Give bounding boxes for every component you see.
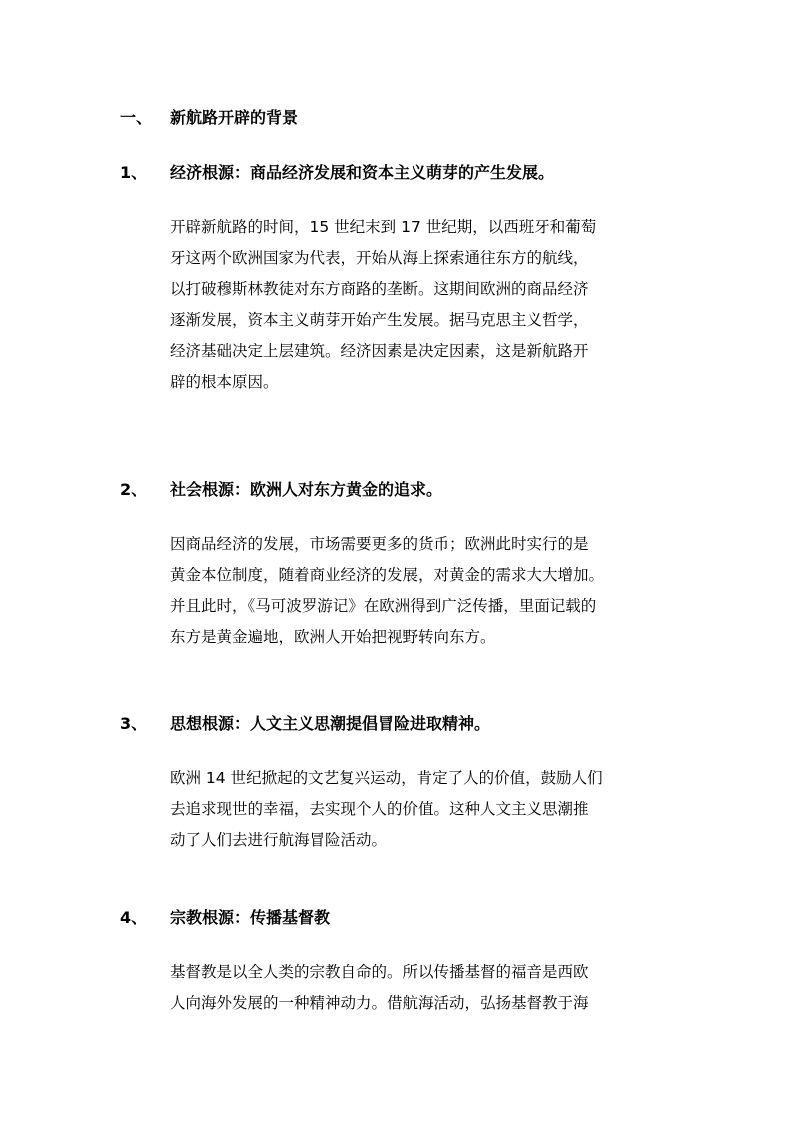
paragraph-2 xyxy=(170,529,690,653)
section-number: 一、 xyxy=(120,108,153,127)
item-title: 宗教根源：传播基督教 xyxy=(170,908,331,927)
paragraph-line: 开辟新航路的时间，15 世纪末到 17 世纪期，以西班牙和葡萄 xyxy=(170,218,597,236)
section-title: 新航路开辟的背景 xyxy=(170,108,299,127)
paragraph-line: 经济基础决定上层建筑。经济因素是决定因素，这是新航路开 xyxy=(170,342,589,360)
item-title: 经济根源：商品经济发展和资本主义萌芽的产生发展。 xyxy=(170,163,555,182)
paragraph-line: 东方是黄金遍地，欧洲人开始把视野转向东方。 xyxy=(170,628,496,646)
item-number: 4、 xyxy=(120,908,148,927)
item-number: 1、 xyxy=(120,163,148,182)
paragraph-line: 人向海外发展的一种精神动力。借航海活动，弘扬基督教于海 xyxy=(170,994,589,1012)
item-number: 3、 xyxy=(120,714,148,733)
paragraph-line: 欧洲 14 世纪掀起的文艺复兴运动，肯定了人的价值，鼓励人们 xyxy=(170,769,603,787)
paragraph-3 xyxy=(170,763,690,856)
paragraph-line: 因商品经济的发展，市场需要更多的货币；欧洲此时实行的是 xyxy=(170,535,589,553)
paragraph-line: 黄金本位制度，随着商业经济的发展，对黄金的需求大大增加。 xyxy=(170,566,605,584)
paragraph-line: 动了人们去进行航海冒险活动。 xyxy=(170,831,388,849)
paragraph-line: 辟的根本原因。 xyxy=(170,373,279,391)
paragraph-1 xyxy=(170,212,690,398)
paragraph-4 xyxy=(170,957,690,1019)
item-title: 思想根源：人文主义思潮提倡冒险进取精神。 xyxy=(170,714,491,733)
paragraph-line: 以打破穆斯林教徒对东方商路的垄断。这期间欧洲的商品经济 xyxy=(170,280,589,298)
paragraph-line: 并且此时，《马可波罗游记》在欧洲得到广泛传播，里面记载的 xyxy=(170,597,597,615)
item-title: 社会根源：欧洲人对东方黄金的追求。 xyxy=(170,480,443,499)
paragraph-line: 基督教是以全人类的宗教自命的。所以传播基督的福音是西欧 xyxy=(170,963,589,981)
paragraph-line: 去追求现世的幸福，去实现个人的价值。这种人文主义思潮推 xyxy=(170,800,589,818)
paragraph-line: 逐渐发展，资本主义萌芽开始产生发展。据马克思主义哲学， xyxy=(170,311,589,329)
item-number: 2、 xyxy=(120,480,148,499)
paragraph-line: 牙这两个欧洲国家为代表，开始从海上探索通往东方的航线， xyxy=(170,249,589,267)
